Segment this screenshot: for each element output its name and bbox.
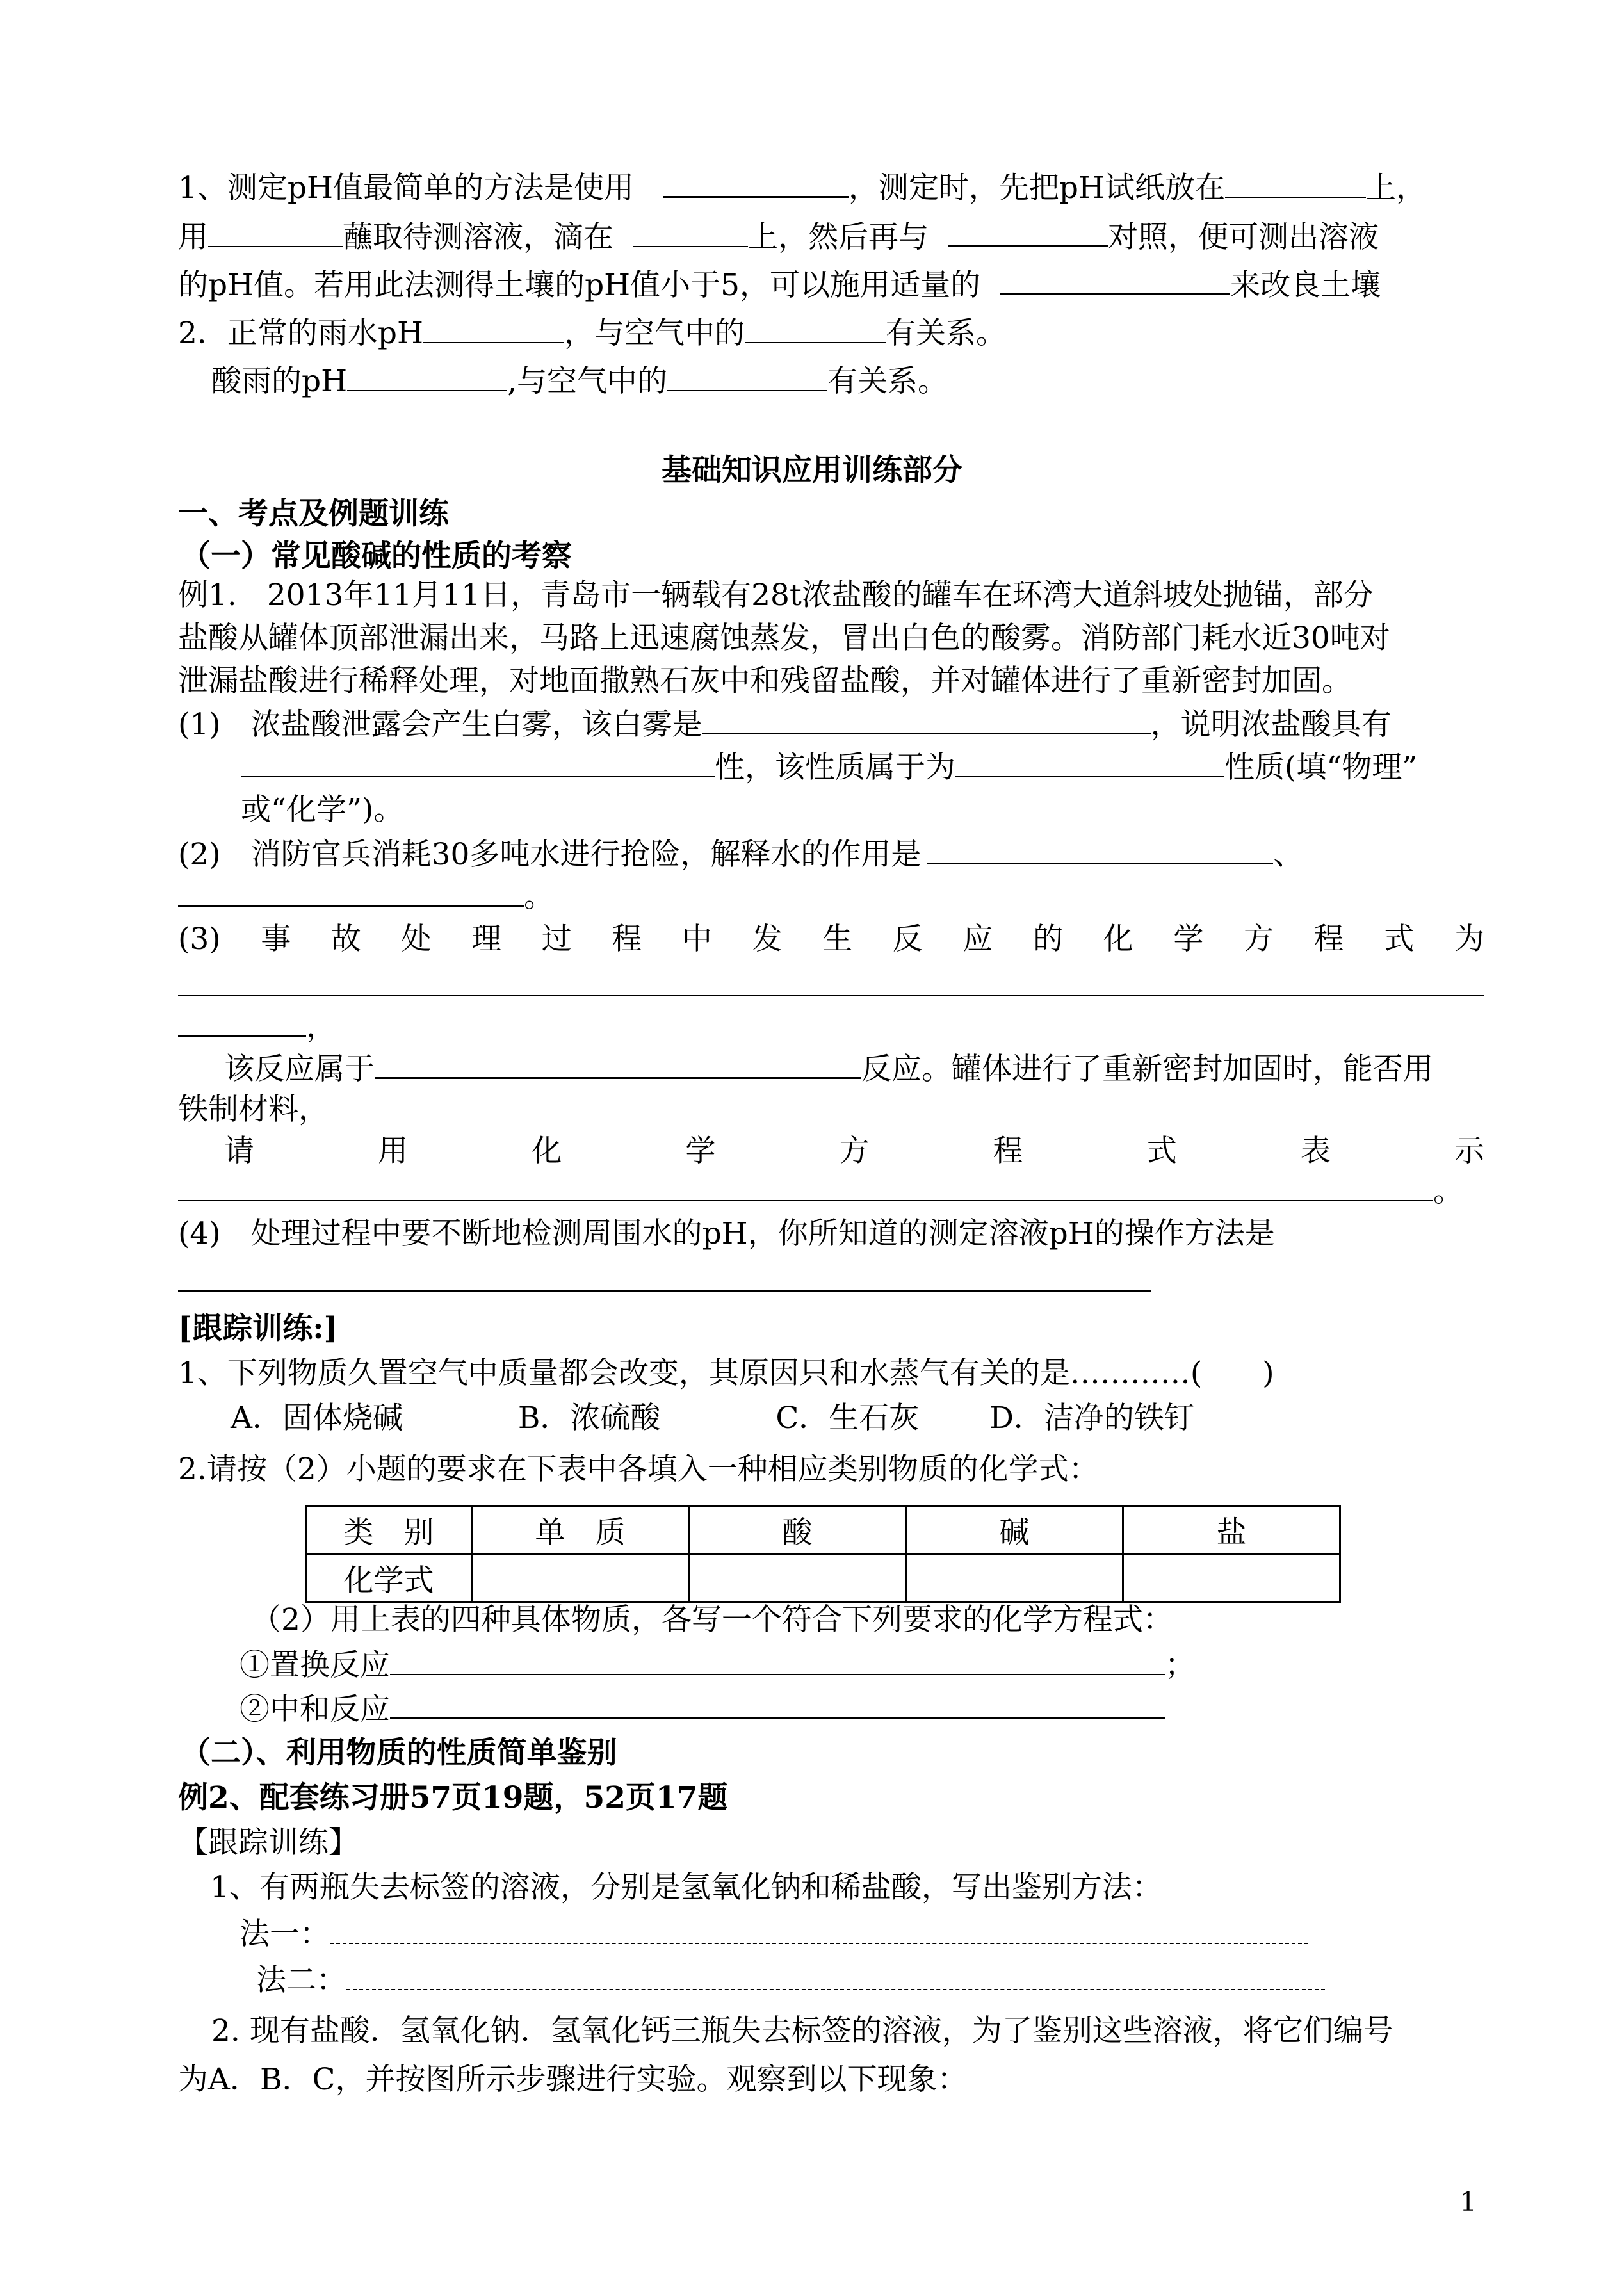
section2-q1: 1、有两瓶失去标签的溶液，分别是氢氧化钠和稀盐酸，写出鉴别方法： bbox=[210, 1870, 1162, 1905]
q1-line-3 bbox=[178, 265, 1381, 305]
answer-blank[interactable] bbox=[375, 1049, 861, 1079]
page-number: 1 bbox=[1459, 2186, 1477, 2218]
part-char: 式 bbox=[1146, 1133, 1177, 1169]
part-char: 方 bbox=[839, 1133, 870, 1169]
answer-blank[interactable] bbox=[927, 834, 1273, 864]
answer-blank[interactable] bbox=[390, 1689, 1165, 1719]
part-text: 性，该性质属于为 bbox=[715, 750, 955, 785]
q2-line-2 bbox=[211, 362, 948, 401]
q1-line-1 bbox=[178, 168, 1426, 207]
part-char: (3) bbox=[178, 921, 221, 957]
part-char: 事 bbox=[261, 921, 291, 957]
reaction-label: ①置换反应 bbox=[240, 1648, 390, 1683]
part-text: (1) 浓盐酸泄露会产生白雾，该白雾是 bbox=[178, 707, 702, 742]
table-header-cell: 盐 bbox=[1123, 1506, 1340, 1554]
answer-blank[interactable] bbox=[178, 877, 524, 907]
example1-part3-line bbox=[178, 1007, 336, 1046]
q1-text: 上，然后再与 bbox=[748, 220, 929, 255]
answer-blank[interactable] bbox=[745, 314, 886, 343]
answer-blank[interactable] bbox=[208, 218, 343, 247]
answer-line[interactable] bbox=[178, 1290, 1151, 1292]
part-text: 、 bbox=[1273, 837, 1304, 872]
part-char: 化 bbox=[1103, 921, 1133, 957]
part-char: 生 bbox=[822, 921, 853, 957]
part-text: (2) 消防官兵消耗30多吨水进行抢险，解释水的作用是 bbox=[178, 837, 922, 872]
part-char: 程 bbox=[1313, 921, 1344, 957]
part-char: 的 bbox=[1033, 921, 1064, 957]
table-input-cell[interactable] bbox=[689, 1554, 906, 1602]
follow-up-heading-2: 【跟踪训练】 bbox=[178, 1825, 359, 1860]
reaction-2 bbox=[240, 1689, 1165, 1729]
method-1 bbox=[240, 1915, 1308, 1954]
option-d[interactable]: D．洁净的铁钉 bbox=[989, 1400, 1194, 1436]
example1-part2 bbox=[178, 834, 1303, 874]
reaction-1 bbox=[240, 1646, 1195, 1685]
q1-text: 1、测定pH值最简单的方法是使用 bbox=[178, 170, 634, 206]
q2-text: 2．正常的雨水pH bbox=[178, 316, 423, 351]
part-char: 发 bbox=[752, 921, 783, 957]
part-char: 理 bbox=[471, 921, 502, 957]
part-char: 反 bbox=[892, 921, 923, 957]
part-char: 应 bbox=[962, 921, 993, 957]
part-char: 过 bbox=[541, 921, 572, 957]
example1-part3-f bbox=[178, 1172, 1463, 1211]
part-char: 为 bbox=[1454, 921, 1484, 957]
example1-part1 bbox=[178, 705, 1392, 744]
answer-blank[interactable] bbox=[702, 705, 1151, 734]
method-label: 法一： bbox=[240, 1917, 330, 1952]
reaction-label: ②中和反应 bbox=[240, 1692, 390, 1727]
part-text: 。 bbox=[524, 879, 554, 914]
part-text: ， bbox=[306, 1009, 336, 1044]
part-text: 反应。罐体进行了重新密封加固时，能否用 bbox=[861, 1051, 1433, 1087]
answer-blank[interactable] bbox=[178, 1172, 1433, 1201]
q2-text: 酸雨的pH bbox=[211, 364, 348, 399]
part-char: 中 bbox=[681, 921, 712, 957]
answer-blank[interactable] bbox=[423, 314, 564, 343]
q2-text: 有关系。 bbox=[885, 316, 1006, 351]
option-b[interactable]: B．浓硫酸 bbox=[517, 1400, 661, 1436]
part-text: 性质(填“物理” bbox=[1224, 750, 1418, 785]
q2-text: 有关系。 bbox=[827, 364, 948, 399]
example1-part3-d: 铁制材料， bbox=[178, 1092, 329, 1127]
part-char: 学 bbox=[685, 1133, 716, 1169]
method-label: 法二： bbox=[256, 1963, 346, 1998]
answer-blank[interactable] bbox=[346, 1961, 1325, 1990]
part-char: 程 bbox=[612, 921, 642, 957]
q1-text: 的pH值。若用此法测得土壤的pH值小于5，可以施用适量的 bbox=[178, 268, 981, 303]
part-char: 示 bbox=[1454, 1133, 1484, 1169]
follow-q2b: （2）用上表的四种具体物质，各写一个符合下列要求的化学方程式： bbox=[251, 1602, 1173, 1637]
part-text: 该反应属于 bbox=[224, 1051, 375, 1087]
example1-part1-end: 或“化学”)。 bbox=[241, 792, 404, 827]
reaction-text: ； bbox=[1165, 1648, 1195, 1683]
part-char: 故 bbox=[330, 921, 361, 957]
part-char: 用 bbox=[378, 1133, 409, 1169]
part-char: 式 bbox=[1384, 921, 1415, 957]
part-char: 学 bbox=[1173, 921, 1204, 957]
part-char: 请 bbox=[224, 1133, 254, 1169]
part-char: 程 bbox=[993, 1133, 1023, 1169]
chem-formula-table bbox=[305, 1505, 1341, 1603]
example1-line-3: 泄漏盐酸进行稀释处理，对地面撒熟石灰中和残留盐酸，并对罐体进行了重新密封加固。 bbox=[178, 663, 1352, 699]
follow-q1-options bbox=[231, 1399, 1194, 1438]
section-title: 基础知识应用训练部分 bbox=[662, 453, 962, 488]
part-char: 表 bbox=[1300, 1133, 1331, 1169]
q1-text: 蘸取待测溶液，滴在 bbox=[343, 220, 613, 255]
answer-blank[interactable] bbox=[178, 1007, 306, 1037]
section-heading-2: （一）常见酸碱的性质的考察 bbox=[181, 539, 572, 574]
example1-part4: (4) 处理过程中要不断地检测周围水的pH，你所知道的测定溶液pH的操作方法是 bbox=[178, 1216, 1275, 1251]
answer-blank[interactable] bbox=[663, 168, 849, 198]
table-input-cell[interactable] bbox=[906, 1554, 1123, 1602]
follow-up-heading: [跟踪训练:] bbox=[178, 1311, 338, 1346]
section2-heading: （二）、利用物质的性质简单鉴别 bbox=[181, 1735, 617, 1771]
section2-q2-line-1: 2. 现有盐酸．氢氧化钠．氢氧化钙三瓶失去标签的溶液，为了鉴别这些溶液，将它们编号 bbox=[211, 2013, 1393, 2048]
q1-text: 上， bbox=[1366, 170, 1427, 206]
follow-q2: 2.请按（2）小题的要求在下表中各填入一种相应类别物质的化学式： bbox=[178, 1452, 1099, 1487]
example1-part2-cont bbox=[178, 877, 554, 916]
q1-text: 用 bbox=[178, 220, 208, 255]
answer-blank[interactable] bbox=[241, 748, 715, 777]
option-a[interactable]: A．固体烧碱 bbox=[231, 1400, 403, 1436]
example1-line-1: 例1. 2013年11月11日，青岛市一辆载有28t浓盐酸的罐车在环湾大道斜坡处抛锚，部分 bbox=[178, 578, 1374, 613]
method-2 bbox=[256, 1961, 1325, 2000]
table-header-row bbox=[306, 1506, 1340, 1554]
example1-part3 bbox=[178, 920, 1484, 959]
answer-blank[interactable] bbox=[633, 218, 748, 247]
part-char: 方 bbox=[1243, 921, 1274, 957]
part-char: 化 bbox=[532, 1133, 562, 1169]
example1-line-2: 盐酸从罐体顶部泄漏出来，马路上迅速腐蚀蒸发，冒出白色的酸雾。消防部门耗水近30吨对 bbox=[178, 620, 1390, 656]
example2: 例2、配套练习册57页19题，52页17题 bbox=[178, 1780, 728, 1815]
table-input-cell[interactable] bbox=[1123, 1554, 1340, 1602]
answer-blank[interactable] bbox=[347, 362, 507, 391]
answer-blank[interactable] bbox=[1225, 168, 1366, 198]
answer-blank[interactable] bbox=[948, 217, 1108, 247]
example1-part3-e bbox=[224, 1132, 1484, 1171]
answer-blank[interactable] bbox=[1000, 265, 1230, 295]
part-text: ，说明浓盐酸具有 bbox=[1150, 707, 1392, 742]
part-char: 处 bbox=[401, 921, 432, 957]
q2-line-1 bbox=[178, 314, 1006, 353]
table-row-label: 化学式 bbox=[306, 1554, 472, 1602]
q1-text: 来改良土壤 bbox=[1230, 268, 1381, 303]
q1-text: ，测定时，先把pH试纸放在 bbox=[848, 170, 1226, 206]
table-input-cell[interactable] bbox=[472, 1554, 689, 1602]
part-text: 。 bbox=[1433, 1174, 1463, 1209]
table-header-cell: 单 质 bbox=[472, 1506, 689, 1554]
follow-q1: 1、下列物质久置空气中质量都会改变，其原因只和水蒸气有关的是…………( ) bbox=[178, 1356, 1274, 1391]
example1-part1-cont bbox=[241, 748, 1417, 787]
answer-line[interactable] bbox=[178, 995, 1484, 996]
answer-blank[interactable] bbox=[667, 362, 827, 391]
table-header-cell: 碱 bbox=[906, 1506, 1123, 1554]
q1-line-2 bbox=[178, 217, 1379, 257]
table-header-cell: 酸 bbox=[689, 1506, 906, 1554]
q1-text: 对照，便可测出溶液 bbox=[1108, 220, 1379, 255]
option-c[interactable]: C．生石灰 bbox=[775, 1400, 920, 1436]
example1-part3-b bbox=[224, 1049, 1433, 1089]
table-header-cell: 类 别 bbox=[306, 1506, 472, 1554]
q2-text: ,与空气中的 bbox=[507, 364, 668, 399]
section-heading-1: 一、考点及例题训练 bbox=[178, 496, 449, 531]
q2-text: ，与空气中的 bbox=[564, 316, 745, 351]
section2-q2-line-2: 为A．B．C，并按图所示步骤进行实验。观察到以下现象： bbox=[178, 2062, 968, 2097]
answer-blank[interactable] bbox=[955, 748, 1224, 777]
table-row bbox=[306, 1554, 1340, 1602]
answer-blank[interactable] bbox=[390, 1646, 1165, 1675]
answer-blank[interactable] bbox=[330, 1915, 1308, 1944]
